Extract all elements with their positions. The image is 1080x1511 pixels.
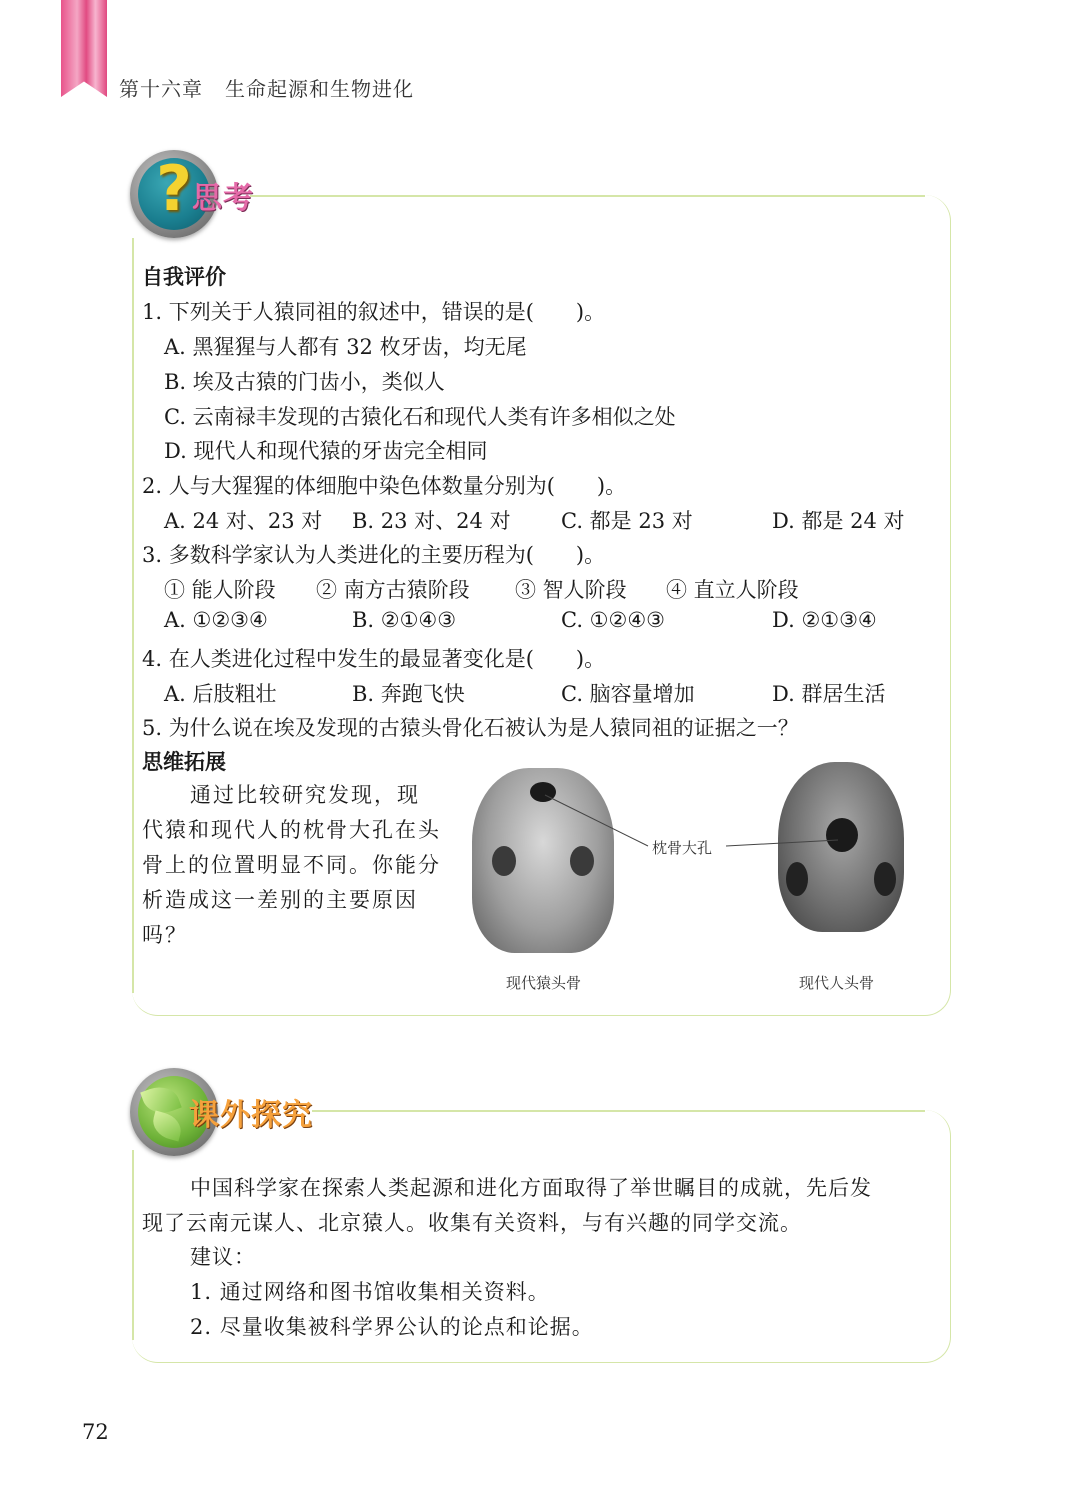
q4-option-c: C. 脑容量增加: [561, 682, 695, 706]
q1-option-a: A. 黑猩猩与人都有 32 枚牙齿，均无尾: [164, 335, 527, 359]
think-title: 思考: [192, 181, 254, 216]
ape-skull-caption: 现代猿头骨: [506, 974, 582, 992]
human-foramen: [826, 818, 858, 852]
q1-stem: 1. 下列关于人猿同祖的叙述中，错误的是( )。: [142, 300, 606, 324]
think-box-left-border: [132, 238, 134, 993]
chapter-title: 生命起源和生物进化: [225, 77, 414, 101]
explore-box-top-border: [312, 1110, 925, 1112]
q3-option-b: B. ②①④③: [352, 608, 457, 632]
q1-option-c: C. 云南禄丰发现的古猿化石和现代人类有许多相似之处: [164, 405, 676, 429]
human-skull-caption: 现代人头骨: [799, 974, 875, 992]
q3-stage-4: ④ 直立人阶段: [666, 578, 799, 602]
think-box-top-border: [250, 195, 925, 197]
suggest-label: 建议：: [190, 1245, 256, 1269]
bookmark-ribbon: [61, 0, 107, 97]
question-mark-icon: ?: [130, 150, 218, 238]
chapter-header: [119, 73, 414, 102]
ape-foramen: [530, 782, 556, 802]
explore-para-line2: 现了云南元谋人、北京猿人。收集有关资料，与有兴趣的同学交流。: [142, 1211, 802, 1235]
q4-option-d: D. 群居生活: [772, 682, 886, 706]
q1-option-b: B. 埃及古猿的门齿小，类似人: [164, 370, 445, 394]
q3-option-c: C. ①②④③: [561, 608, 665, 632]
q3-option-a: A. ①②③④: [164, 608, 268, 632]
explore-box-left-border: [132, 1150, 134, 1340]
explore-title: 课外探究: [189, 1098, 313, 1133]
foramen-label: 枕骨大孔: [652, 839, 713, 857]
q4-option-a: A. 后肢粗壮: [164, 682, 277, 706]
page-number: 72: [82, 1420, 109, 1444]
chapter-number: 第十六章: [119, 77, 203, 101]
q5-stem: 5. 为什么说在埃及发现的古猿头骨化石被认为是人猿同祖的证据之一？: [142, 716, 799, 740]
q2-option-b: B. 23 对、24 对: [352, 509, 511, 533]
q3-stage-2: ② 南方古猿阶段: [316, 578, 470, 602]
explore-para-line1: 中国科学家在探索人类起源和进化方面取得了举世瞩目的成就，先后发: [190, 1176, 872, 1200]
human-skull-image: [778, 762, 904, 932]
self-eval-heading: 自我评价: [142, 265, 226, 289]
q2-option-d: D. 都是 24 对: [772, 509, 905, 533]
q3-option-d: D. ②①③④: [772, 608, 877, 632]
q3-stage-3: ③ 智人阶段: [515, 578, 627, 602]
q3-stem: 3. 多数科学家认为人类进化的主要历程为( )。: [142, 543, 606, 567]
q1-option-d: D. 现代人和现代猿的牙齿完全相同: [164, 439, 488, 463]
suggestion-2: 2. 尽量收集被科学界公认的论点和论据。: [190, 1315, 594, 1339]
suggestion-1: 1. 通过网络和图书馆收集相关资料。: [190, 1280, 550, 1304]
extension-text: 通过比较研究发现，现代猿和现代人的枕骨大孔在头骨上的位置明显不同。你能分析造成这一差别的主要原因吗？: [142, 783, 441, 947]
q2-option-a: A. 24 对、23 对: [164, 509, 323, 533]
q3-stage-1: ① 能人阶段: [164, 578, 276, 602]
extension-heading: 思维拓展: [142, 750, 226, 774]
q4-stem: 4. 在人类进化过程中发生的最显著变化是( )。: [142, 647, 606, 671]
q2-option-c: C. 都是 23 对: [561, 509, 693, 533]
q4-option-b: B. 奔跑飞快: [352, 682, 465, 706]
q2-stem: 2. 人与大猩猩的体细胞中染色体数量分别为( )。: [142, 474, 627, 498]
ape-skull-image: [472, 768, 614, 953]
